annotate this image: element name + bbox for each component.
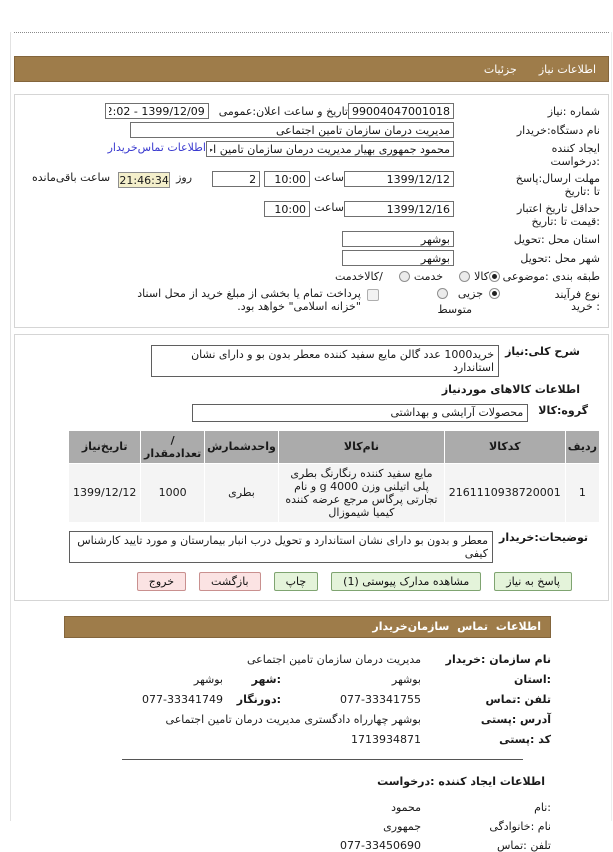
treasury-checkbox[interactable] bbox=[367, 289, 379, 301]
col-unit: واحدشمارش bbox=[204, 430, 278, 463]
goods-panel bbox=[14, 334, 609, 601]
cell-item-code: 2161110938720001 bbox=[444, 463, 565, 522]
col-row-number: ردیف bbox=[565, 430, 599, 463]
buyer-remarks-label: توضیحات:خریدار bbox=[498, 530, 588, 544]
goods-section-title: اطلاعات کالاهای موردنیاز bbox=[441, 382, 580, 396]
deadline-hour-label: ساعت bbox=[314, 171, 344, 184]
contact-province-label: :استان bbox=[514, 672, 551, 686]
process-type-label: نوع فرآیند : خرید bbox=[554, 287, 600, 313]
radio-service[interactable] bbox=[459, 271, 470, 282]
buyer-contact-title: اطلاعات تماس سازمان‌خریدار bbox=[372, 620, 541, 633]
print-button[interactable]: چاپ bbox=[274, 572, 319, 591]
process-options-line bbox=[437, 287, 500, 300]
day-label: روز bbox=[176, 171, 193, 184]
section-divider bbox=[122, 759, 523, 760]
contact-city-label: :شهر bbox=[251, 672, 281, 686]
contact-phone-value: 077-33341755 bbox=[340, 692, 421, 706]
request-creator-input[interactable] bbox=[206, 141, 454, 157]
creator-phone-row bbox=[64, 839, 551, 852]
exit-button[interactable]: خروج bbox=[137, 572, 186, 591]
subject-category-label: طبقه بندی :موضوعی bbox=[502, 270, 600, 283]
price-validity-row bbox=[23, 201, 600, 228]
countdown-timer: 21:46:34 bbox=[119, 174, 169, 187]
need-number-row bbox=[23, 103, 600, 119]
postal-code-value: 1713934871 bbox=[351, 732, 421, 746]
remaining-days-input[interactable] bbox=[212, 171, 260, 187]
buyer-contact-link[interactable]: اطلاعات تماس‌خریدار bbox=[107, 141, 206, 154]
radio-goods-service-label: /کالاخدمت bbox=[335, 269, 383, 283]
remaining-hours-label: ساعت باقی‌مانده bbox=[32, 171, 111, 184]
view-attached-docs-button[interactable]: مشاهده مدارک پیوستی (1) bbox=[331, 572, 481, 591]
tab-need-info[interactable]: اطلاعات نیاز bbox=[538, 62, 596, 76]
cell-quantity: 1000 bbox=[141, 463, 204, 522]
creator-last-name-label: نام :خانوادگی bbox=[489, 819, 551, 833]
process-type-row bbox=[23, 287, 600, 316]
cell-need-date: 1399/12/12 bbox=[69, 463, 141, 522]
request-creator-label: ایجاد کننده :درخواست bbox=[550, 142, 600, 168]
price-validity-time-input[interactable] bbox=[264, 201, 310, 217]
page-left-border bbox=[10, 32, 11, 821]
buyer-contact-section bbox=[64, 616, 551, 852]
validity-hour-label: ساعت bbox=[314, 201, 344, 214]
need-desc-label: شرح کلی:نیاز bbox=[505, 344, 580, 358]
reply-deadline-date-input[interactable] bbox=[344, 171, 454, 187]
goods-group-label: گروه:کالا bbox=[538, 403, 588, 417]
top-dotted-divider bbox=[14, 32, 609, 33]
buyer-remarks-box: معطر و بدون بو دارای نشان استاندارد و تحویل درب انبار بیمارستان و مورد تایید کارشناس کیفی bbox=[69, 531, 493, 563]
tab-details[interactable]: جزئیات bbox=[483, 62, 517, 76]
delivery-province-label: استان محل :تحویل bbox=[513, 232, 600, 246]
buyer-org-input[interactable] bbox=[130, 122, 454, 138]
price-validity-label: حداقل تاریخ اعتبار :قیمت تا :تاریخ bbox=[516, 202, 600, 228]
tab-bar bbox=[14, 56, 609, 82]
goods-group-row bbox=[23, 404, 588, 422]
creator-last-name-value: جمهوری bbox=[383, 819, 421, 833]
org-name-label: نام سازمان :خریدار bbox=[445, 652, 551, 666]
postal-address-label: آدرس :پستی bbox=[480, 712, 551, 726]
need-number-input[interactable] bbox=[348, 103, 454, 119]
radio-medium-purchase-label: متوسط bbox=[437, 302, 472, 316]
page-content bbox=[14, 56, 609, 852]
creator-last-name-row bbox=[64, 820, 551, 833]
col-item-code: کدکالا bbox=[444, 430, 565, 463]
announce-datetime-input[interactable] bbox=[105, 103, 209, 119]
postal-code-row bbox=[64, 733, 551, 746]
price-validity-date-input[interactable] bbox=[344, 201, 454, 217]
delivery-city-label: شهر محل :تحویل bbox=[520, 251, 600, 265]
radio-goods-service[interactable] bbox=[399, 271, 410, 282]
creator-phone-label: تلفن :تماس bbox=[496, 838, 551, 852]
request-creator-row bbox=[23, 141, 600, 168]
process-options bbox=[437, 287, 500, 316]
need-desc-box: خرید1000 عدد گالن مایع سفید کننده معطر بدون بو و دارای نشان استاندارد bbox=[151, 345, 499, 377]
province-city-row bbox=[64, 673, 551, 686]
delivery-city-row bbox=[23, 250, 600, 266]
contact-phone-label: تلفن :تماس bbox=[485, 692, 551, 706]
table-row bbox=[69, 463, 600, 522]
action-buttons bbox=[23, 572, 572, 591]
radio-service-label: خدمت bbox=[413, 269, 444, 283]
radio-medium-purchase[interactable] bbox=[437, 288, 448, 299]
buyer-remarks-row bbox=[23, 531, 588, 563]
goods-table-header bbox=[69, 430, 600, 463]
buyer-contact-title-bar bbox=[64, 616, 551, 638]
col-quantity: / تعدادمقدار bbox=[141, 430, 204, 463]
contact-fax-label: :دورنگار bbox=[236, 692, 281, 706]
contact-fax-value: 077-33341749 bbox=[142, 692, 223, 706]
col-need-date: تاریخ‌نیاز bbox=[69, 430, 141, 463]
treasury-note: پرداخت تمام یا بخشی از مبلغ خرید از محل اسناد "خزانه اسلامی" خواهد بود. bbox=[137, 286, 361, 313]
contact-province-value: بوشهر bbox=[391, 672, 421, 686]
announce-datetime-label: تاریخ و ساعت اعلان:عمومی bbox=[218, 104, 348, 118]
radio-small-purchase-label: جزیی bbox=[457, 286, 483, 300]
address-row bbox=[64, 713, 551, 726]
contact-city-value: بوشهر bbox=[193, 672, 223, 686]
goods-group-box: محصولات آرایشی و بهداشتی bbox=[192, 404, 528, 422]
request-creator-info-title: اطلاعات ایجاد کننده :درخواست bbox=[377, 774, 545, 788]
buyer-org-row bbox=[23, 122, 600, 138]
need-desc-row bbox=[23, 345, 580, 377]
cell-unit: بطری bbox=[204, 463, 278, 522]
col-item-name: نام‌کالا bbox=[279, 430, 445, 463]
reply-deadline-label: مهلت ارسال:پاسخ تا :تاریخ bbox=[515, 172, 600, 198]
creator-phone-value: 077-33450690 bbox=[340, 838, 421, 852]
reply-deadline-row bbox=[23, 171, 600, 198]
org-name-value: مدیریت درمان سازمان تامین اجتماعی bbox=[247, 652, 421, 666]
radio-small-purchase[interactable] bbox=[489, 288, 500, 299]
radio-goods-label: کالا bbox=[474, 269, 489, 283]
postal-address-value: بوشهر چهارراه دادگستری مدیریت درمان تامین اجتماعی bbox=[165, 712, 421, 726]
delivery-province-row bbox=[23, 231, 600, 247]
creator-first-name-row bbox=[64, 801, 551, 814]
phone-fax-row bbox=[64, 693, 551, 706]
delivery-city-input[interactable] bbox=[342, 250, 454, 266]
subject-category-row bbox=[23, 269, 600, 284]
radio-goods[interactable] bbox=[489, 271, 500, 282]
cell-row-number: 1 bbox=[565, 463, 599, 522]
creator-first-name-value: محمود bbox=[391, 800, 421, 814]
creator-first-name-label: :نام bbox=[534, 800, 551, 814]
reply-to-need-button[interactable]: پاسخ به نیاز bbox=[494, 572, 572, 591]
cell-item-name: مایع سفید کننده رنگارنگ بطری پلی اتیلنی وزن 4000 g و نام تجارتی پرگاس مرجع عرضه کننده کیمیا شیموزال bbox=[279, 463, 445, 522]
buyer-org-label: نام دستگاه:خریدار bbox=[516, 123, 600, 137]
goods-table bbox=[68, 430, 600, 523]
org-name-row bbox=[64, 653, 551, 666]
reply-deadline-time-input[interactable] bbox=[264, 171, 310, 187]
need-number-label: شماره :نیاز bbox=[547, 104, 600, 118]
page-right-border bbox=[611, 32, 612, 821]
postal-code-label: کد :پستی bbox=[499, 732, 551, 746]
back-button[interactable]: بازگشت bbox=[199, 572, 261, 591]
delivery-province-input[interactable] bbox=[342, 231, 454, 247]
need-info-panel bbox=[14, 94, 609, 328]
